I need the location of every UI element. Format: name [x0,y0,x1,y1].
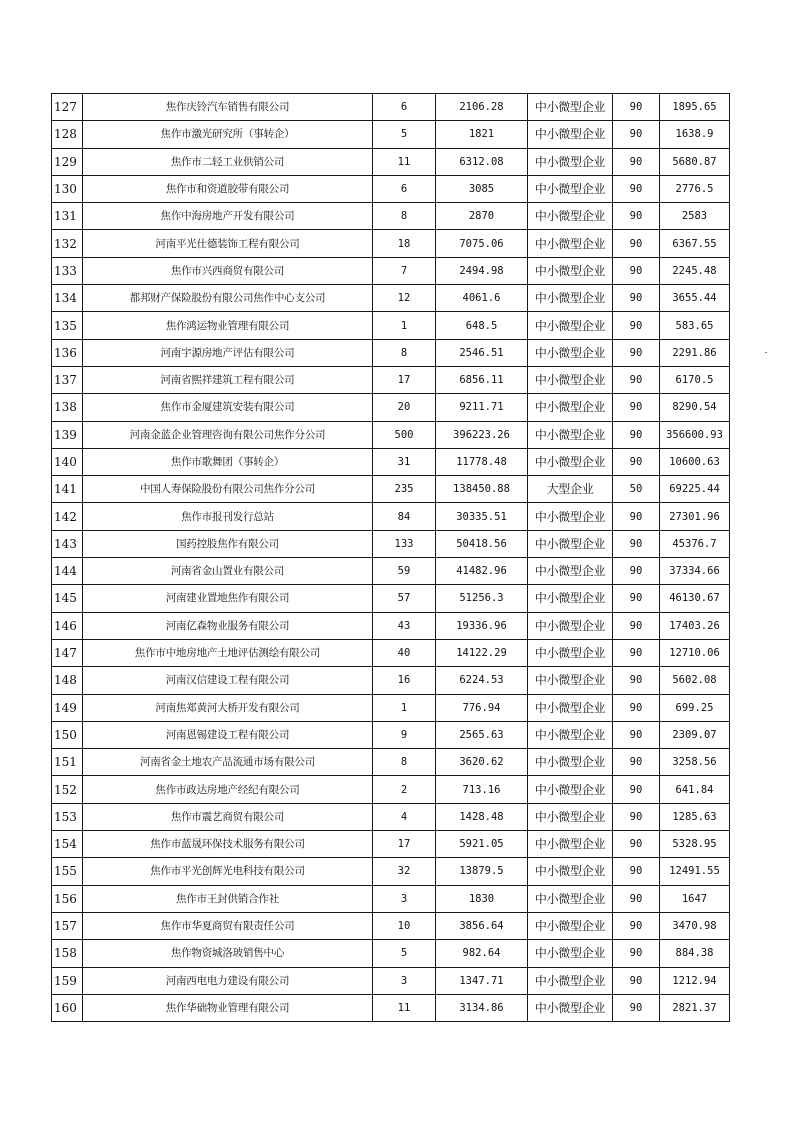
employee-count-cell: 57 [373,585,436,612]
refund-amount-cell: 1638.9 [660,121,730,148]
return-ratio-cell: 90 [613,721,660,748]
refund-amount-cell: 2776.5 [660,175,730,202]
return-ratio-cell: 90 [613,639,660,666]
table-row [52,175,730,202]
row-number-cell: 153 [52,803,83,830]
row-number-cell: 151 [52,749,83,776]
refund-amount-cell: 12491.55 [660,858,730,885]
employee-count-cell: 8 [373,203,436,230]
company-name-cell: 焦作市和资道胶带有限公司 [83,175,373,202]
enterprise-type-cell: 中小微型企业 [528,940,613,967]
insurance-amount-cell: 19336.96 [436,612,528,639]
table-row [52,639,730,666]
insurance-amount-cell: 138450.88 [436,476,528,503]
enterprise-type-cell: 中小微型企业 [528,994,613,1021]
enterprise-type-cell: 中小微型企业 [528,967,613,994]
employee-count-cell: 17 [373,831,436,858]
company-name-cell: 焦作市平光创辉光电科技有限公司 [83,858,373,885]
company-name-cell: 焦作市王封供销合作社 [83,885,373,912]
insurance-amount-cell: 1830 [436,885,528,912]
row-number-cell: 142 [52,503,83,530]
table-row [52,912,730,939]
table-row [52,831,730,858]
row-number-cell: 140 [52,448,83,475]
return-ratio-cell: 90 [613,940,660,967]
insurance-amount-cell: 51256.3 [436,585,528,612]
row-number-cell: 130 [52,175,83,202]
table-row [52,394,730,421]
company-name-cell: 焦作市政达房地产经纪有限公司 [83,776,373,803]
company-name-cell: 河南亿森物业服务有限公司 [83,612,373,639]
refund-amount-cell: 1647 [660,885,730,912]
row-number-cell: 144 [52,558,83,585]
subsidy-table [51,93,730,1022]
row-number-cell: 135 [52,312,83,339]
company-name-cell: 焦作市震艺商贸有限公司 [83,803,373,830]
insurance-amount-cell: 9211.71 [436,394,528,421]
enterprise-type-cell: 中小微型企业 [528,912,613,939]
return-ratio-cell: 90 [613,694,660,721]
company-name-cell: 河南汉信建设工程有限公司 [83,667,373,694]
insurance-amount-cell: 1821 [436,121,528,148]
row-number-cell: 136 [52,339,83,366]
enterprise-type-cell: 中小微型企业 [528,394,613,421]
return-ratio-cell: 90 [613,667,660,694]
refund-amount-cell: 1212.94 [660,967,730,994]
refund-amount-cell: 2245.48 [660,257,730,284]
insurance-amount-cell: 6856.11 [436,366,528,393]
row-number-cell: 145 [52,585,83,612]
employee-count-cell: 8 [373,749,436,776]
company-name-cell: 河南省金山置业有限公司 [83,558,373,585]
enterprise-type-cell: 中小微型企业 [528,612,613,639]
refund-amount-cell: 45376.7 [660,530,730,557]
employee-count-cell: 6 [373,94,436,121]
company-name-cell: 焦作市报刊发行总站 [83,503,373,530]
insurance-amount-cell: 1347.71 [436,967,528,994]
table-row [52,940,730,967]
return-ratio-cell: 90 [613,585,660,612]
row-number-cell: 148 [52,667,83,694]
return-ratio-cell: 90 [613,421,660,448]
enterprise-type-cell: 中小微型企业 [528,175,613,202]
company-name-cell: 焦作市蓝晟环保技术服务有限公司 [83,831,373,858]
refund-amount-cell: 69225.44 [660,476,730,503]
row-number-cell: 128 [52,121,83,148]
insurance-amount-cell: 13879.5 [436,858,528,885]
enterprise-type-cell: 中小微型企业 [528,558,613,585]
refund-amount-cell: 17403.26 [660,612,730,639]
insurance-amount-cell: 4061.6 [436,285,528,312]
table-row [52,285,730,312]
employee-count-cell: 20 [373,394,436,421]
table-row [52,257,730,284]
return-ratio-cell: 90 [613,503,660,530]
insurance-amount-cell: 776.94 [436,694,528,721]
table-row [52,721,730,748]
row-number-cell: 157 [52,912,83,939]
table-row [52,585,730,612]
row-number-cell: 150 [52,721,83,748]
refund-amount-cell: 1895.65 [660,94,730,121]
row-number-cell: 159 [52,967,83,994]
row-number-cell: 139 [52,421,83,448]
enterprise-type-cell: 中小微型企业 [528,503,613,530]
employee-count-cell: 11 [373,994,436,1021]
company-name-cell: 焦作市华夏商贸有限责任公司 [83,912,373,939]
company-name-cell: 河南省金土地农产品流通市场有限公司 [83,749,373,776]
table-row [52,503,730,530]
return-ratio-cell: 90 [613,394,660,421]
company-name-cell: 焦作中海房地产开发有限公司 [83,203,373,230]
table-row [52,203,730,230]
return-ratio-cell: 90 [613,339,660,366]
enterprise-type-cell: 中小微型企业 [528,312,613,339]
refund-amount-cell: 27301.96 [660,503,730,530]
table-row [52,530,730,557]
employee-count-cell: 5 [373,121,436,148]
enterprise-type-cell: 大型企业 [528,476,613,503]
refund-amount-cell: 3258.56 [660,749,730,776]
employee-count-cell: 1 [373,312,436,339]
return-ratio-cell: 90 [613,885,660,912]
employee-count-cell: 235 [373,476,436,503]
insurance-amount-cell: 11778.48 [436,448,528,475]
row-number-cell: 160 [52,994,83,1021]
company-name-cell: 河南金蓝企业管理咨询有限公司焦作分公司 [83,421,373,448]
insurance-amount-cell: 1428.48 [436,803,528,830]
row-number-cell: 155 [52,858,83,885]
table-row [52,448,730,475]
insurance-amount-cell: 7075.06 [436,230,528,257]
row-number-cell: 156 [52,885,83,912]
refund-amount-cell: 2309.07 [660,721,730,748]
enterprise-type-cell: 中小微型企业 [528,230,613,257]
insurance-amount-cell: 2546.51 [436,339,528,366]
return-ratio-cell: 90 [613,912,660,939]
table-row [52,885,730,912]
insurance-amount-cell: 3085 [436,175,528,202]
row-number-cell: 134 [52,285,83,312]
employee-count-cell: 16 [373,667,436,694]
table-row [52,994,730,1021]
return-ratio-cell: 90 [613,967,660,994]
row-number-cell: 141 [52,476,83,503]
company-name-cell: 河南建业置地焦作有限公司 [83,585,373,612]
refund-amount-cell: 699.25 [660,694,730,721]
return-ratio-cell: 90 [613,803,660,830]
scan-speck [765,352,767,353]
company-name-cell: 国药控股焦作有限公司 [83,530,373,557]
return-ratio-cell: 90 [613,312,660,339]
insurance-amount-cell: 2494.98 [436,257,528,284]
enterprise-type-cell: 中小微型企业 [528,667,613,694]
refund-amount-cell: 641.84 [660,776,730,803]
company-name-cell: 焦作市歌舞团（事转企） [83,448,373,475]
refund-amount-cell: 583.65 [660,312,730,339]
refund-amount-cell: 8290.54 [660,394,730,421]
enterprise-type-cell: 中小微型企业 [528,776,613,803]
refund-amount-cell: 3655.44 [660,285,730,312]
enterprise-type-cell: 中小微型企业 [528,339,613,366]
refund-amount-cell: 6170.5 [660,366,730,393]
table-body [52,94,730,1022]
table-row [52,749,730,776]
employee-count-cell: 500 [373,421,436,448]
refund-amount-cell: 10600.63 [660,448,730,475]
enterprise-type-cell: 中小微型企业 [528,285,613,312]
return-ratio-cell: 90 [613,558,660,585]
employee-count-cell: 7 [373,257,436,284]
enterprise-type-cell: 中小微型企业 [528,121,613,148]
table-row [52,667,730,694]
company-name-cell: 焦作华础物业管理有限公司 [83,994,373,1021]
table-row [52,858,730,885]
refund-amount-cell: 2821.37 [660,994,730,1021]
return-ratio-cell: 90 [613,612,660,639]
return-ratio-cell: 90 [613,858,660,885]
return-ratio-cell: 90 [613,230,660,257]
table-row [52,612,730,639]
insurance-amount-cell: 982.64 [436,940,528,967]
row-number-cell: 127 [52,94,83,121]
table-row [52,121,730,148]
refund-amount-cell: 5602.08 [660,667,730,694]
employee-count-cell: 9 [373,721,436,748]
row-number-cell: 152 [52,776,83,803]
employee-count-cell: 8 [373,339,436,366]
company-name-cell: 河南省熙祥建筑工程有限公司 [83,366,373,393]
return-ratio-cell: 90 [613,448,660,475]
return-ratio-cell: 90 [613,994,660,1021]
return-ratio-cell: 90 [613,530,660,557]
employee-count-cell: 18 [373,230,436,257]
company-name-cell: 焦作市金厦建筑安装有限公司 [83,394,373,421]
return-ratio-cell: 90 [613,257,660,284]
enterprise-type-cell: 中小微型企业 [528,639,613,666]
table-row [52,776,730,803]
return-ratio-cell: 90 [613,285,660,312]
employee-count-cell: 40 [373,639,436,666]
insurance-amount-cell: 396223.26 [436,421,528,448]
employee-count-cell: 84 [373,503,436,530]
enterprise-type-cell: 中小微型企业 [528,694,613,721]
enterprise-type-cell: 中小微型企业 [528,585,613,612]
row-number-cell: 154 [52,831,83,858]
company-name-cell: 河南焦郑黄河大桥开发有限公司 [83,694,373,721]
refund-amount-cell: 884.38 [660,940,730,967]
enterprise-type-cell: 中小微型企业 [528,803,613,830]
row-number-cell: 158 [52,940,83,967]
employee-count-cell: 133 [373,530,436,557]
company-name-cell: 河南宇源房地产评估有限公司 [83,339,373,366]
enterprise-type-cell: 中小微型企业 [528,749,613,776]
refund-amount-cell: 12710.06 [660,639,730,666]
employee-count-cell: 5 [373,940,436,967]
row-number-cell: 138 [52,394,83,421]
row-number-cell: 132 [52,230,83,257]
insurance-amount-cell: 648.5 [436,312,528,339]
insurance-amount-cell: 2870 [436,203,528,230]
insurance-amount-cell: 41482.96 [436,558,528,585]
employee-count-cell: 43 [373,612,436,639]
table-row [52,366,730,393]
company-name-cell: 焦作市兴西商贸有限公司 [83,257,373,284]
row-number-cell: 137 [52,366,83,393]
company-name-cell: 焦作市中地房地产土地评估测绘有限公司 [83,639,373,666]
refund-amount-cell: 5328.95 [660,831,730,858]
refund-amount-cell: 2291.86 [660,339,730,366]
employee-count-cell: 11 [373,148,436,175]
company-name-cell: 河南平光仕德装饰工程有限公司 [83,230,373,257]
employee-count-cell: 10 [373,912,436,939]
refund-amount-cell: 1285.63 [660,803,730,830]
table-row [52,421,730,448]
employee-count-cell: 3 [373,967,436,994]
refund-amount-cell: 2583 [660,203,730,230]
return-ratio-cell: 90 [613,121,660,148]
employee-count-cell: 17 [373,366,436,393]
employee-count-cell: 6 [373,175,436,202]
enterprise-type-cell: 中小微型企业 [528,366,613,393]
enterprise-type-cell: 中小微型企业 [528,257,613,284]
table-row [52,558,730,585]
insurance-amount-cell: 30335.51 [436,503,528,530]
row-number-cell: 133 [52,257,83,284]
return-ratio-cell: 50 [613,476,660,503]
enterprise-type-cell: 中小微型企业 [528,530,613,557]
row-number-cell: 131 [52,203,83,230]
enterprise-type-cell: 中小微型企业 [528,448,613,475]
row-number-cell: 147 [52,639,83,666]
employee-count-cell: 31 [373,448,436,475]
enterprise-type-cell: 中小微型企业 [528,831,613,858]
employee-count-cell: 2 [373,776,436,803]
insurance-amount-cell: 3856.64 [436,912,528,939]
return-ratio-cell: 90 [613,94,660,121]
table-row [52,148,730,175]
refund-amount-cell: 3470.98 [660,912,730,939]
enterprise-type-cell: 中小微型企业 [528,148,613,175]
row-number-cell: 149 [52,694,83,721]
company-name-cell: 焦作鸿运物业管理有限公司 [83,312,373,339]
insurance-amount-cell: 3134.86 [436,994,528,1021]
insurance-amount-cell: 713.16 [436,776,528,803]
row-number-cell: 143 [52,530,83,557]
return-ratio-cell: 90 [613,776,660,803]
refund-amount-cell: 46130.67 [660,585,730,612]
insurance-amount-cell: 6224.53 [436,667,528,694]
table-row [52,94,730,121]
refund-amount-cell: 6367.55 [660,230,730,257]
company-name-cell: 中国人寿保险股份有限公司焦作分公司 [83,476,373,503]
company-name-cell: 焦作物资城洛玻销售中心 [83,940,373,967]
company-name-cell: 河南西电电力建设有限公司 [83,967,373,994]
insurance-amount-cell: 14122.29 [436,639,528,666]
table-row [52,312,730,339]
refund-amount-cell: 5680.87 [660,148,730,175]
enterprise-type-cell: 中小微型企业 [528,94,613,121]
insurance-amount-cell: 6312.08 [436,148,528,175]
table-row [52,967,730,994]
company-name-cell: 焦作市二轻工业供销公司 [83,148,373,175]
employee-count-cell: 32 [373,858,436,885]
return-ratio-cell: 90 [613,203,660,230]
row-number-cell: 146 [52,612,83,639]
company-name-cell: 都邦财产保险股份有限公司焦作中心支公司 [83,285,373,312]
enterprise-type-cell: 中小微型企业 [528,885,613,912]
enterprise-type-cell: 中小微型企业 [528,421,613,448]
employee-count-cell: 3 [373,885,436,912]
table-row [52,694,730,721]
table-row [52,230,730,257]
company-name-cell: 河南恩锡建设工程有限公司 [83,721,373,748]
employee-count-cell: 1 [373,694,436,721]
insurance-amount-cell: 2565.63 [436,721,528,748]
table-row [52,803,730,830]
insurance-amount-cell: 3620.62 [436,749,528,776]
employee-count-cell: 59 [373,558,436,585]
refund-amount-cell: 356600.93 [660,421,730,448]
refund-amount-cell: 37334.66 [660,558,730,585]
employee-count-cell: 12 [373,285,436,312]
insurance-amount-cell: 2106.28 [436,94,528,121]
return-ratio-cell: 90 [613,749,660,776]
return-ratio-cell: 90 [613,831,660,858]
table-row [52,339,730,366]
enterprise-type-cell: 中小微型企业 [528,721,613,748]
company-name-cell: 焦作庆铃汽车销售有限公司 [83,94,373,121]
return-ratio-cell: 90 [613,175,660,202]
insurance-amount-cell: 5921.05 [436,831,528,858]
employee-count-cell: 4 [373,803,436,830]
enterprise-type-cell: 中小微型企业 [528,203,613,230]
table-row [52,476,730,503]
company-name-cell: 焦作市激光研究所（事转企） [83,121,373,148]
enterprise-type-cell: 中小微型企业 [528,858,613,885]
insurance-amount-cell: 50418.56 [436,530,528,557]
return-ratio-cell: 90 [613,366,660,393]
return-ratio-cell: 90 [613,148,660,175]
row-number-cell: 129 [52,148,83,175]
